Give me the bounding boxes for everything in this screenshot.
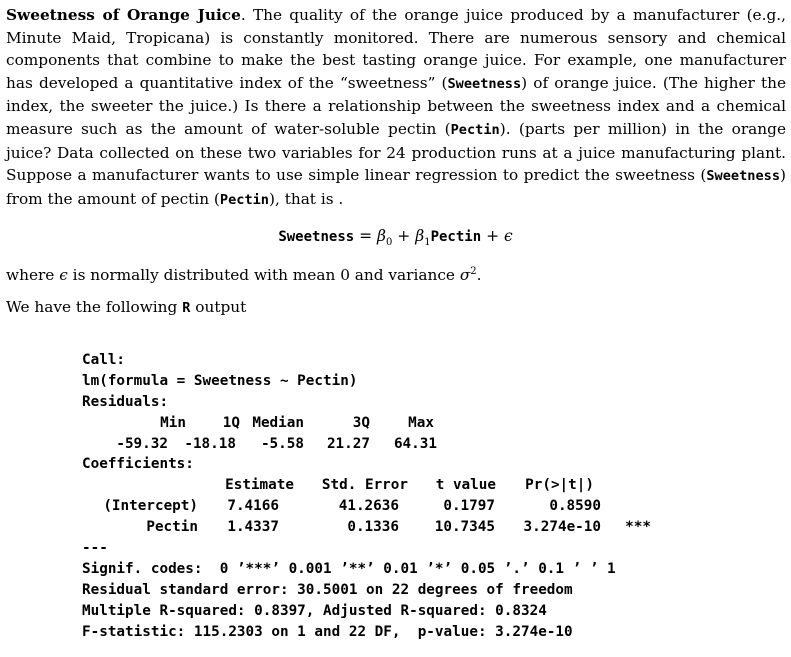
residual-value: 64.31 [393,435,437,452]
residual-value: -59.32 [116,435,168,452]
coef-estimate: 1.4337 [227,519,279,536]
superscript-2: 2 [470,266,477,277]
residuals-label: Residuals: [82,393,169,410]
beta-symbol: β [377,227,386,245]
coef-header: Pr(>|t|) [525,477,594,494]
problem-paragraph [6,4,786,211]
coefficients-header-row [82,475,651,496]
residual-header: Min [160,414,186,431]
code-pectin: Pectin [219,191,269,208]
coef-t-value: 0.1797 [443,498,495,515]
text: output [190,298,247,316]
residuals-header-row [82,413,651,434]
error-assumption-line [6,266,482,284]
separator-line: --- [82,540,108,557]
residual-value: -18.18 [184,435,236,452]
epsilon-symbol: ϵ [503,227,513,245]
coef-p-value: 0.8590 [549,498,601,515]
coef-row-intercept [82,496,651,517]
r-output-intro [6,298,246,316]
code-pectin: Pectin [450,121,500,138]
residual-header: Median [252,414,304,431]
coef-name: (Intercept) [103,498,198,515]
beta-symbol: β [415,227,425,245]
plus-sign: + [481,227,504,245]
f-statistic-line: F-statistic: 115.2303 on 1 and 22 DF, p-value: 3.274e-10 [82,623,573,640]
subscript-0: 0 [386,237,393,249]
coef-std-error: 0.1336 [347,519,399,536]
coef-header: t value [435,477,496,494]
equals-sign: = [354,227,378,245]
text: is normally distributed with mean 0 and variance [67,266,460,285]
subscript-1: 1 [424,237,431,249]
call-label: Call: [82,352,126,368]
plus-sign: + [392,227,416,245]
coef-header: Estimate [225,477,294,494]
residual-standard-error: Residual standard error: 30.5001 on 22 degrees of freedom [82,581,573,598]
residuals-values-row [82,434,651,455]
equation-variable: Pectin [430,229,482,245]
r-regression-output [82,350,651,642]
coefficients-label: Coefficients: [82,456,194,473]
coef-std-error: 41.2636 [338,498,399,515]
text: . [476,266,482,285]
paragraph-text: ) from the amount of pectin ( [6,166,786,208]
coef-estimate: 7.4166 [227,498,279,515]
signif-codes: Signif. codes: 0 ’***’ 0.001 ’**’ 0.01 ’*’ 0.05 ’.’ 0.1 ’ ’ 1 [82,560,616,577]
sigma-symbol: σ [459,266,471,285]
coef-name: Pectin [146,519,198,536]
residual-value: -5.58 [260,435,304,452]
coef-t-value: 10.7345 [434,519,495,536]
coef-p-value: 3.274e-10 [523,519,601,536]
code-sweetness: Sweetness [706,168,781,185]
coef-header: Std. Error [321,477,408,494]
epsilon-symbol: ϵ [59,266,68,285]
paragraph-text: . The quality of the orange juice produced by a manufacturer (e.g., Minute Maid, Tropicana) is constantly monitored. There are numerous sensory and chemical components that combine to make the best tasting orange juice. For example, one manufacturer has developed a quantitative index of the “sweetness” ( [6,6,786,92]
coef-row-pectin [82,517,651,538]
regression-equation [0,227,791,248]
call-formula: lm(formula = Sweetness ~ Pectin) [82,372,358,389]
code-r: R [182,300,191,316]
coef-stars: *** [625,519,651,536]
r-squared-line: Multiple R-squared: 0.8397, Adjusted R-squared: 0.8324 [82,602,547,619]
paragraph-text: ). (parts per million) in the orange juice? Data collected on these two variables for 24 production runs at a juice manufacturing plant. Suppose a manufacturer wants to use simple linear regression to predict the sweetness ( [6,119,786,185]
paragraph-text: ) of orange juice. (The higher the index, the sweeter the juice.) Is there a relationship between the sweetness index and a chemical measure such as the amount of water-soluble pectin ( [6,73,787,138]
text: We have the following [6,298,183,316]
paragraph-text: ), that is . [269,189,344,208]
residual-value: 21.27 [326,435,370,452]
text: where [6,266,60,285]
equation-lhs: Sweetness [278,229,355,245]
problem-title: Sweetness of Orange Juice [6,6,241,24]
residual-header: 3Q [352,414,370,431]
residual-header: Max [408,414,434,431]
code-sweetness: Sweetness [447,75,522,92]
residual-header: 1Q [222,414,240,431]
